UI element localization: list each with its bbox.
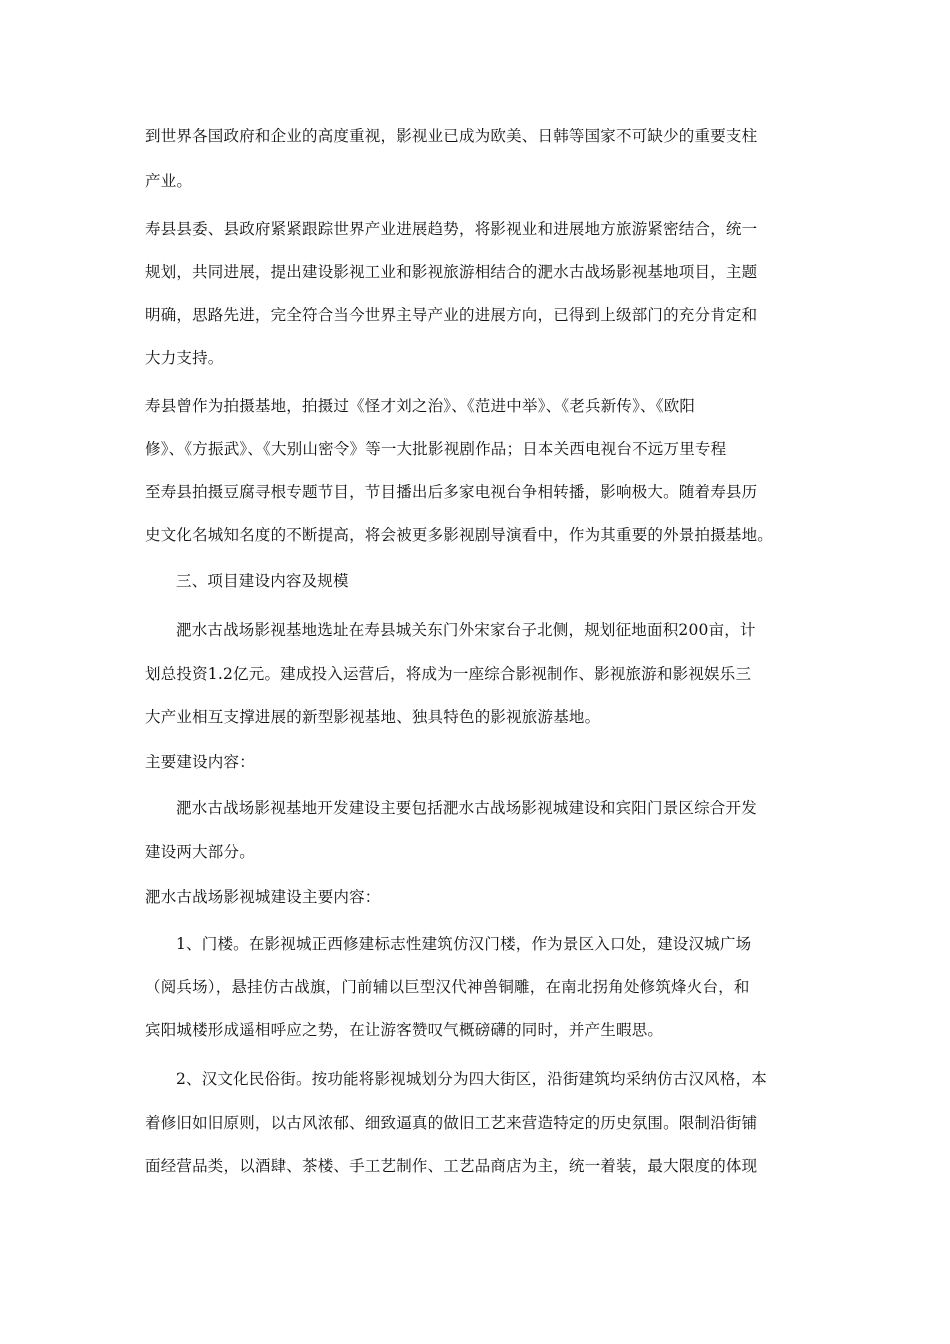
text-line: 面经营品类，以酒肆、茶楼、手工艺制作、工艺品商店为主，统一着装，最大限度的体现 (145, 1157, 758, 1175)
text-line: 着修旧如旧原则，以古风浓郁、细致逼真的做旧工艺来营造特定的历史氛围。限制沿街铺 (145, 1114, 758, 1132)
text-line: 建设两大部分。 (145, 843, 255, 861)
section-heading: 三、项目建设内容及规模 (176, 572, 349, 590)
text-line: 划总投资1.2亿元。建成投入运营后，将成为一座综合影视制作、影视旅游和影视娱乐三 (145, 665, 752, 683)
text-line: 淝水古战场影视城建设主要内容： (145, 888, 381, 906)
text-line: 宾阳城楼形成遥相呼应之势，在让游客赞叹气概磅礴的同时，并产生暇思。 (145, 1021, 664, 1039)
text-line: 明确，思路先进，完全符合当今世界主导产业的进展方向，已得到上级部门的充分肯定和 (145, 306, 758, 324)
text-line: 产业。 (145, 172, 193, 190)
text-line: 寿县县委、县政府紧紧跟踪世界产业进展趋势，将影视业和进展地方旅游紧密结合，统一 (145, 220, 758, 238)
text-line: 主要建设内容： (145, 753, 255, 771)
text-line: 史文化名城知名度的不断提高，将会被更多影视剧导演看中，作为其重要的外景拍摄基地。 (145, 526, 774, 544)
text-line: 2、汉文化民俗街。按功能将影视城划分为四大街区，沿街建筑均采纳仿古汉风格，本 (176, 1070, 767, 1088)
text-line: 规划，共同进展，提出建设影视工业和影视旅游相结合的淝水古战场影视基地项目，主题 (145, 263, 758, 281)
text-line: 大力支持。 (145, 349, 224, 367)
text-line: 1、门楼。在影视城正西修建标志性建筑仿汉门楼，作为景区入口处，建设汉城广场 (176, 935, 752, 953)
text-line: 到世界各国政府和企业的高度重视，影视业已成为欧美、日韩等国家不可缺少的重要支柱 (145, 127, 758, 145)
text-line: 至寿县拍摄豆腐寻根专题节目，节目播出后多家电视台争相转播，影响极大。随着寿县历 (145, 483, 758, 501)
text-line: 大产业相互支撑进展的新型影视基地、独具特色的影视旅游基地。 (145, 708, 601, 726)
text-line: 寿县曾作为拍摄基地，拍摄过《怪才刘之治》、《范进中举》、《老兵新传》、《欧阳 (145, 397, 696, 415)
text-line: 淝水古战场影视基地开发建设主要包括淝水古战场影视城建设和宾阳门景区综合开发 (176, 799, 757, 817)
text-line: （阅兵场），悬挂仿古战旗，门前辅以巨型汉代神兽铜雕，在南北拐角处修筑烽火台，和 (145, 978, 750, 996)
text-line: 修》、《方振武》、《大别山密令》等一大批影视剧作品；日本关西电视台不远万里专程 (145, 440, 727, 458)
text-line: 淝水古战场影视基地选址在寿县城关东门外宋家台子北侧，规划征地面积200亩，计 (176, 621, 756, 639)
